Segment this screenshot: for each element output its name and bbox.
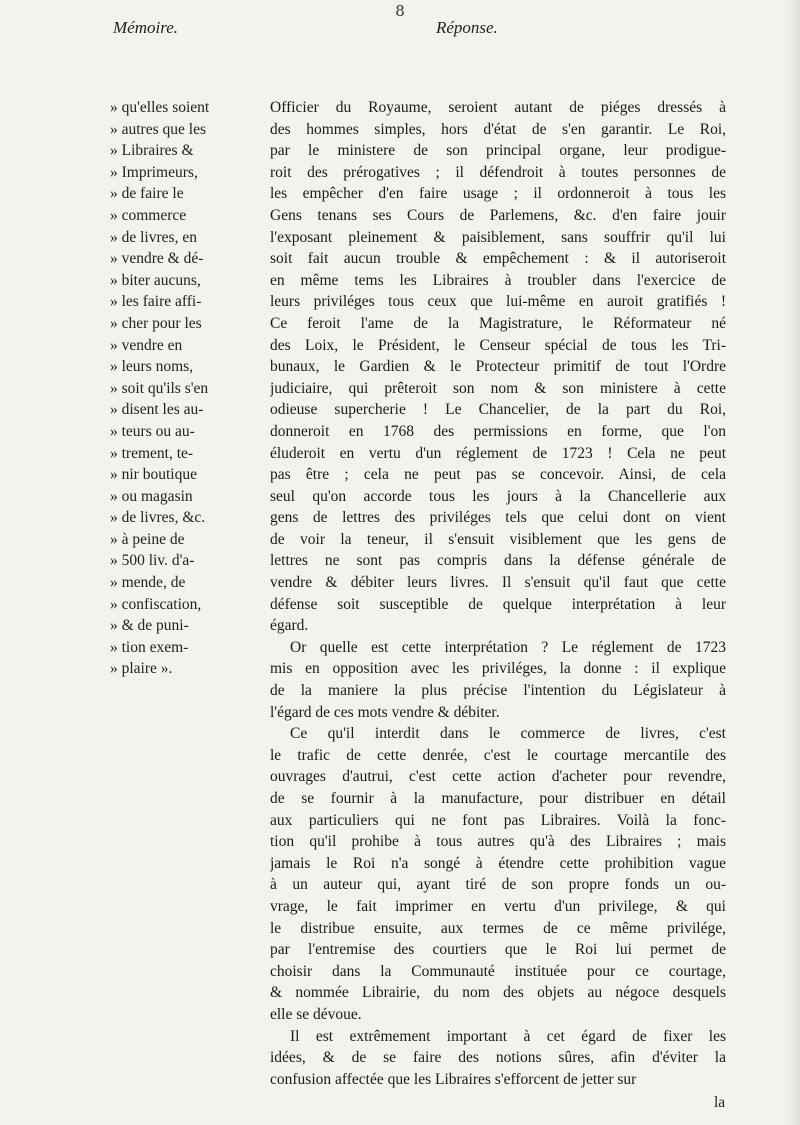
reponse-line: Il est extrêmement important à cet égard de fixer les bbox=[290, 1027, 726, 1045]
reponse-line: Gens tenans ses Cours de Parlemens, &c. d'en faire jouir bbox=[270, 206, 726, 224]
running-head-memoire: Mémoire. bbox=[113, 18, 178, 37]
memoire-line: » tion exem- bbox=[110, 638, 189, 656]
reponse-line: de se fournir à la manufacture, pour distribuer en détail bbox=[270, 790, 726, 807]
reponse-line: donneroit en 1768 des permissions en forme, que l'on bbox=[270, 422, 726, 440]
reponse-line: elle se dévoue. bbox=[270, 1005, 362, 1023]
page-edge-shadow bbox=[786, 0, 800, 1125]
memoire-line: » autres que les bbox=[110, 120, 206, 138]
reponse-line: tion qu'il prohibe à tous autres qu'à des Libraires ; mais bbox=[270, 833, 726, 851]
reponse-line: ouvrages d'autrui, c'est cette action d'acheter pour revendre, bbox=[270, 768, 726, 786]
reponse-line: vrage, le fait imprimer en vertu d'un privilege, & qui bbox=[270, 897, 726, 915]
reponse-line: pas être ; cela ne peut pas se concevoir. Ainsi, de cela bbox=[270, 466, 726, 484]
reponse-line: vendre & débiter leurs livres. Il s'ensuit qu'il faut que cette bbox=[270, 574, 726, 592]
memoire-line: » plaire ». bbox=[110, 660, 173, 678]
reponse-line: seul qu'on accorde tous les jours à la Chancellerie aux bbox=[270, 487, 726, 505]
reponse-line: Ce feroit l'ame de la Magistrature, le Réformateur né bbox=[270, 314, 726, 332]
memoire-line: » les faire affi- bbox=[110, 293, 202, 311]
memoire-line: » à peine de bbox=[110, 530, 185, 548]
reponse-line: l'exposant pleinement & paisiblement, sans souffrir qu'il lui bbox=[270, 228, 726, 246]
reponse-line: & nommée Librairie, du nom des objets au négoce desquels bbox=[270, 984, 726, 1002]
memoire-line: » de faire le bbox=[110, 185, 184, 203]
page-number: 8 bbox=[395, 2, 405, 20]
reponse-line: aux particuliers qui ne font pas Libraires. Voilà la fonc- bbox=[270, 811, 726, 829]
reponse-line: éluderoit en vertu d'un réglement de 1723 ! Cela ne peut bbox=[270, 444, 726, 462]
reponse-line: l'égard de ces mots vendre & débiter. bbox=[270, 703, 500, 721]
memoire-line: » soit qu'ils s'en bbox=[110, 379, 209, 397]
reponse-line: confusion affectée que les Libraires s'efforcent de jetter sur bbox=[270, 1070, 637, 1088]
memoire-line: » commerce bbox=[110, 206, 187, 224]
memoire-line: » disent les au- bbox=[110, 401, 204, 419]
reponse-line: mis en opposition avec les priviléges, la donne : il explique bbox=[270, 660, 726, 678]
running-head-reponse: Réponse. bbox=[436, 18, 498, 37]
reponse-line: par le ministere de son principal organe, leur prodigue- bbox=[270, 142, 726, 160]
reponse-line: odieuse supercherie ! Le Chancelier, de la part du Roi, bbox=[270, 401, 726, 419]
reponse-line: des hommes simples, hors d'état de s'en garantir. Le Roi, bbox=[270, 120, 726, 138]
reponse-line: leurs priviléges tous ceux que lui-même en auroit gratifiés ! bbox=[270, 293, 726, 311]
reponse-line: jamais le Roi n'a songé à étendre cette prohibition vague bbox=[270, 854, 726, 872]
reponse-line: Officier du Royaume, seroient autant de piéges dressés à bbox=[270, 99, 726, 116]
reponse-line: à un auteur qui, ayant tiré de son propre fonds un ou- bbox=[270, 876, 726, 894]
memoire-line: » vendre en bbox=[110, 336, 183, 354]
memoire-line: » trement, te- bbox=[110, 444, 194, 462]
reponse-line: choisir dans la Communauté instituée pour ce courtage, bbox=[270, 962, 726, 980]
reponse-line: de la maniere la plus précise l'intention du Législateur à bbox=[270, 682, 726, 700]
memoire-column bbox=[110, 97, 262, 680]
reponse-line: le trafic de cette denrée, c'est le courtage mercantile des bbox=[270, 746, 726, 764]
reponse-line: gens de lettres des priviléges tels que celui dont on vient bbox=[270, 509, 726, 527]
memoire-line: » cher pour les bbox=[110, 314, 202, 332]
reponse-column bbox=[270, 97, 726, 1090]
memoire-line: » ou magasin bbox=[110, 487, 193, 505]
reponse-line: lettres ne sont pas compris dans la défense générale de bbox=[270, 552, 726, 570]
memoire-line: » leurs noms, bbox=[110, 358, 194, 376]
reponse-line: égard. bbox=[270, 617, 309, 635]
memoire-line: » mende, de bbox=[110, 574, 186, 592]
reponse-line: de voir la teneur, il s'ensuit visiblement que les gens de bbox=[270, 530, 726, 548]
reponse-line: par l'entremise des courtiers que le Roi lui permet de bbox=[270, 941, 726, 959]
memoire-line: » 500 liv. d'a- bbox=[110, 552, 195, 570]
reponse-line: défense soit susceptible de quelque interprétation à leur bbox=[270, 595, 726, 613]
reponse-line: le distribue ensuite, aux termes de ce même privilége, bbox=[270, 919, 726, 937]
memoire-line: » teurs ou au- bbox=[110, 422, 195, 440]
reponse-line: Ce qu'il interdit dans le commerce de livres, c'est bbox=[290, 725, 726, 743]
memoire-line: » Imprimeurs, bbox=[110, 163, 198, 181]
memoire-line: » de livres, en bbox=[110, 228, 197, 246]
reponse-line: bunaux, le Gardien & le Protecteur primitif de tout l'Ordre bbox=[270, 358, 726, 376]
reponse-line: Or quelle est cette interprétation ? Le réglement de 1723 bbox=[290, 638, 726, 656]
memoire-line: » confiscation, bbox=[110, 595, 202, 613]
memoire-line: » nir boutique bbox=[110, 466, 197, 484]
memoire-line: » de livres, &c. bbox=[110, 509, 206, 527]
memoire-line: » & de puni- bbox=[110, 617, 189, 635]
reponse-line: roit des prérogatives ; il défendroit à toutes personnes de bbox=[270, 163, 726, 181]
reponse-line: en même tems les Libraires à troubler dans l'exercice de bbox=[270, 271, 726, 289]
reponse-line: soit fait aucun trouble & empêchement : & il autoriseroit bbox=[270, 250, 726, 268]
catchword: la bbox=[714, 1094, 726, 1111]
memoire-line: » qu'elles soient bbox=[110, 99, 210, 116]
memoire-line: » vendre & dé- bbox=[110, 250, 204, 268]
reponse-line: judiciaire, qui prêteroit son nom & son ministere à cette bbox=[270, 379, 726, 397]
memoire-line: » biter aucuns, bbox=[110, 271, 201, 289]
reponse-line: les empêcher d'en faire usage ; il ordonneroit à tous les bbox=[270, 185, 726, 203]
memoire-line: » Libraires & bbox=[110, 142, 194, 160]
reponse-line: idées, & de se faire des notions sûres, afin d'éviter la bbox=[270, 1049, 726, 1067]
reponse-line: des Loix, le Président, le Censeur spécial de tous les Tri- bbox=[270, 336, 726, 354]
